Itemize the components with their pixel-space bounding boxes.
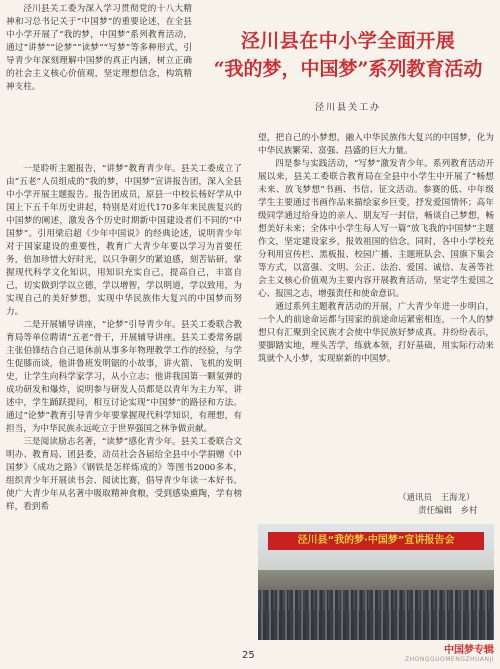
- paragraph-4: 四是参与实践活动，“写梦”激发青少年。系列教育活动开展以来，县关工委联合教育局在全县中小学生中开展了“畅想未来、放飞梦想”书画、书信、征文活动。参赛的低、中年级学生主要通过书画作品来描绘家乡巨变，抒发爱国情怀；高年级同学通过给身边的亲人、朋友写一封信，畅谈自己梦想，畅想美好未来；全体中小学生每人写一篇“放飞我的中国梦”主题作文，坚定建设家乡，报效祖国的信念。同时，各中小学校充分利用宣传栏、黑板报、校园广播、主题班队会、国旗下集会等方式，以富强、文明、公正、法治、爱国、诚信、友善等社会主义核心价值观为主要内容开展教育活动，坚定学生爱国之心、报国之志，增强责任和使命意识。: [258, 159, 494, 299]
- article-title-line1: 泾川县在中小学全面开展: [240, 30, 456, 52]
- left-column: [6, 163, 242, 631]
- page-number: 25: [242, 650, 255, 661]
- audience-crowd: [258, 590, 494, 640]
- article-title-line2: “我的梦，中国梦”系列教育活动: [213, 58, 483, 80]
- reporter-credit: （通讯员 王海龙）: [398, 493, 475, 503]
- paragraph-1: 一是聆听主题报告，“讲梦”教育青少年。县关工委成立了由“五老”人员组成的“我的梦，中国梦”宣讲报告团，深入全县中小学开展主题报告。报告团成员，原县一中校长杨好学从中国上下五千年历史讲起，特别是对近代170多年来民族复兴的中国梦的阐述，激发各个历史时期新中国建设者们不同的“中国梦”。引用梁启超《少年中国说》的经典论述，说明青少年对于国家建设的重要性，教育广大青少年要以学习为首要任务，倍加珍惜大好时光，以只争朝夕的紧迫感，刻苦钻研，掌握现代科学文化知识，用知识充实自己，提高自己，丰富自己，切实做到学以立德，学以增智，学以明道，学以致用，为实现自己的美好梦想，实现中华民族伟大复兴的中国梦而努力。: [6, 164, 242, 317]
- photo-banner: 泾川县“我的梦·中国梦”宣讲报告会: [268, 532, 484, 550]
- editor-credit: 责任编辑 乡村: [418, 506, 478, 516]
- article-byline: 泾川县关工办: [314, 103, 381, 113]
- paragraph-5: 通过系列主题教育活动的开展，广大青少年进一步明白，一个人的前途命运都与国家的前途命运紧密相连，一个人的梦想只有汇聚到全民族才会使中华民族好梦成真。并纷纷表示，要脚踏实地，埋头苦学，练就本领，打好基础，用实际行动来筑就个人小梦，实现崭新的中国梦。: [258, 302, 494, 364]
- article-header: [198, 28, 498, 113]
- paragraph-3-continued: 望，把自己的小梦想，融入中华民族伟大复兴的中国梦，化为中华民族繁荣、富强、昌盛的巨大力量。: [258, 133, 494, 156]
- article-intro-column: [6, 3, 192, 161]
- event-photo: [258, 524, 494, 640]
- column-subtitle: ZHONGGUOMENGZHUANJI: [405, 656, 494, 663]
- paragraph-3: 三是阅读励志名著，“读梦”感化青少年。县关工委联合文明办、教育局、团县委，动员社会各届给全县中小学捐赠《中国梦》《成功之路》《钢铁是怎样炼成的》等图书2000多本，组织青少年开展读书会、阅读比赛，倡导青少年读一本好书。使广大青少年从名著中吸取精神食粮，受到感染熏陶，学有榜样，看到希: [6, 437, 242, 512]
- right-column: [258, 132, 494, 484]
- intro-paragraph: 泾川县关工委为深入学习贯彻党的十八大精神和习总书记关于“中国梦”的重要论述，在全县中小学开展了“我的梦，中国梦”系列教育活动，通过“讲梦”“论梦”“读梦”“写梦”等多种形式，引导青少年深刻理解中国梦的真正内涵，树立正确的社会主义核心价值观，坚定理想信念，构筑精神支柱。: [6, 4, 192, 92]
- column-title: 中国梦专辑: [444, 645, 494, 656]
- paragraph-2: 二是开展辅导讲座，“论梦”引导青少年。县关工委联合教育局等单位聘请“五老”骨干，开展辅导讲座。县关工委常务副主张伯锋结合自己退休前从事多年物理教学工作的经验，与学生促膝而谈，他讲鲁班发明锯的小故事，讲火箭、飞机的发明史，让学生向科学家学习，从小立志；他讲我国第一颗氢弹的成功研发和爆炸，说明参与研发人员都是以青年为主力军，讲述中，学生踊跃提问，相互讨论实现“中国梦”的路径和方法。通过“论梦”教育引导青少年要掌握现代科学知识，有理想，有担当，为中华民族永远屹立于世界强国之林争做贡献。: [6, 320, 242, 434]
- column-label: [405, 641, 494, 663]
